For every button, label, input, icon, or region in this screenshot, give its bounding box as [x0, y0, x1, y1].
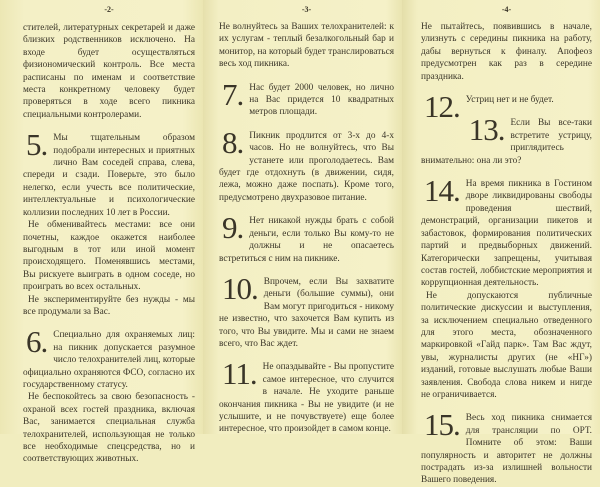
item-number: 12.: [424, 89, 460, 125]
page-number: -4-: [501, 5, 512, 14]
numbered-item: [421, 112, 592, 167]
item-paragraph: Нет никакой нужды брать с собой деньги, если только Вы кому-то не должны и не опасаетесь встретиться с ним на пикнике.: [219, 216, 394, 264]
item-number: 10.: [222, 270, 258, 306]
column-page-3: [219, 0, 394, 436]
item-number: 14.: [424, 173, 460, 209]
numbered-item: [219, 124, 394, 204]
item-number: 8.: [222, 124, 244, 160]
item-paragraph: Мы тщательным образом подобрали интересных и приятных лично Вам соседей справа, слева, спереди и сзади. Поверьте, это было нелегко, если учесть все политические, интеллектуальные и психологические коллизии последних 10 лет в России.: [23, 133, 195, 218]
numbered-item: [421, 89, 592, 125]
item-number: 7.: [222, 76, 244, 112]
intro-paragraph: Не волнуйтесь за Ваших телохранителей: к их услугам - теплый безалкогольный бар и монитор, на который будет транслироваться весь ход пикника.: [219, 22, 394, 70]
item-number: 5.: [26, 127, 48, 163]
item-paragraph: Не беспокойтесь за свою безопасность - охраной всех гостей праздника, включая Вас, занимается специальная служба телохранителей, использующая не только все необходимые спецсредства, но и соответствующих животных.: [23, 392, 195, 465]
intro-paragraph: Не пытайтесь, появившись в начале, улизнуть с середины пикника на работу, дабы вернуться к финалу. Апофеоз предусмотрен как раз в середине праздника.: [421, 22, 592, 82]
item-number: 9.: [222, 210, 244, 246]
item-paragraph: Нас будет 2000 человек, но лично на Вас придется 10 квадратных метров площади.: [249, 82, 394, 118]
item-paragraph: Специально для охраняемых лиц: на пикник допускается разумное число телохранителей лиц, которые официально охраняются ФСО, согласно их государственному статусу.: [23, 330, 195, 390]
column-page-2: [23, 0, 195, 466]
page-number: -3-: [301, 5, 312, 14]
item-paragraph: Если Вы все-таки встретите устрицу, приглядитесь внимательно: она ли это?: [421, 118, 592, 166]
item-paragraph: Не допускаются публичные политические дискуссии и выступления, за исключением специально отведенного для этого места, обозначенного маркировкой «Гайд парк». Там Вас ждут, увы, журналисты других (не «НГ») изданий, готовые выслушать любые Ваши заявления. Свобода слова никем и нигде не ограничивается.: [421, 290, 592, 400]
item-paragraph: Пикник продлится от 3-х до 4-х часов. Но не волнуйтесь, что Вы устанете или проголодаетесь. Вам будет где отдохнуть (в движении, сидя, лежа, можно даже поспать). Кроме того, предусмотрено двухразовое питание.: [219, 130, 394, 203]
item-paragraph: Не опаздывайте - Вы пропустите самое интересное, что случится в начале. Не уходите раньше окончания пикника - Вы не увидите (и не услышите, и не почувствуете) еще более интересное, что произойдет в самом конце.: [219, 362, 394, 435]
item-paragraph: На время пикника в Гостином дворе ликвидированы свободы проведения шествий, демонстраций, организации пикетов и забастовок, формирования политических партий и предвыборных движений. Категорически запрещены, учитывая состав гостей, лоббистские мероприятия и коррупционная деятельность.: [421, 179, 592, 289]
numbered-item: [23, 324, 195, 465]
intro-paragraph: стителей, литературных секретарей и даже близких родственников исключено. На входе будет осуществляться физиономический контроль. Все места расписаны по именам и соответствие места конкретному человеку будет проверяться в ходе всего пикника специальными контролерами.: [23, 23, 195, 120]
item-paragraph: Не экспериментируйте без нужды - мы все продумали за Вас.: [23, 294, 195, 317]
column-page-4: [421, 0, 592, 487]
item-number: 15.: [424, 407, 460, 443]
numbered-item: [219, 76, 394, 119]
page-number: -2-: [104, 5, 114, 14]
item-paragraph: Впрочем, если Вы захватите деньги (большие суммы), они Вам могут пригодиться - никому не известно, что захочется Вам купить из того, что Вы увидите. Мы и сами не знаем всего, что Вас ждет.: [219, 276, 394, 349]
item-paragraph: Не обменивайтесь местами: все они почетны, каждое окажется наиболее выгодным в тот или иной момент происходящего. Поменявшись местами, Вы рискуете выиграть в одном соседе, но проиграть во всех остальных.: [23, 220, 195, 293]
numbered-item: [219, 210, 394, 265]
numbered-item: [421, 407, 592, 486]
numbered-item: [219, 270, 394, 350]
numbered-item: [23, 127, 195, 318]
item-number: 13.: [468, 112, 505, 148]
numbered-item: [421, 173, 592, 401]
item-paragraph: Весь ход пикника снимается для трансляции по ОРТ. Помните об этом: Ваши популярность и авторитет не должны пострадать из-за излишней вольности Вашего поведения.: [421, 413, 592, 486]
numbered-item: [219, 356, 394, 435]
item-paragraph: Устриц нет и не будет.: [465, 95, 554, 106]
item-number: 6.: [26, 324, 48, 360]
item-number: 11.: [222, 356, 257, 392]
